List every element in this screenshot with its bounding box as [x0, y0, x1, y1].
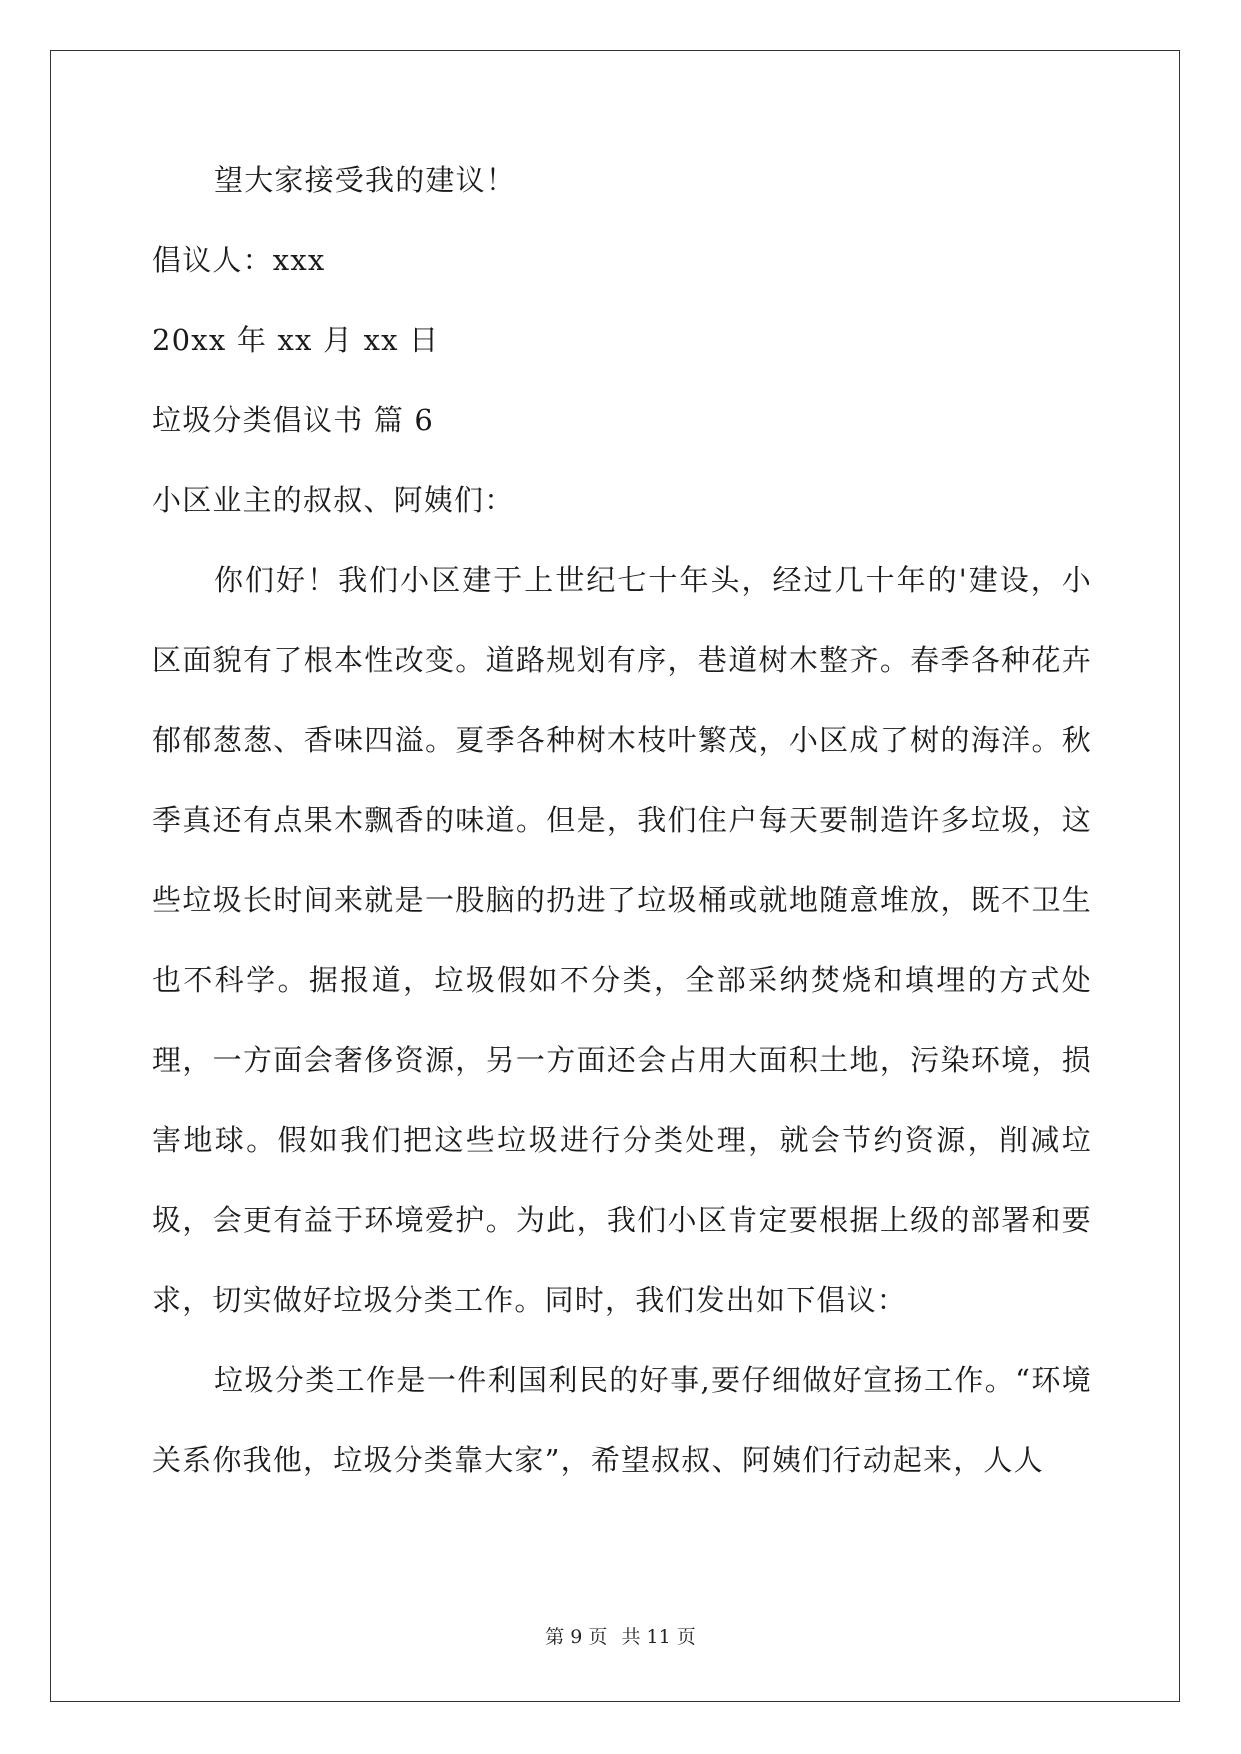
date-line: 20xx 年 xx 月 xx 日 [152, 323, 440, 357]
paragraph-2: 垃圾分类工作是一件利国利民的好事,要仔细做好宣扬工作。“环境关系你我他，垃圾分类靠大家”，希望叔叔、阿姨们行动起来，人人 [152, 1363, 1092, 1477]
section-title: 垃圾分类倡议书 篇 6 [152, 403, 435, 437]
page-footer [0, 1622, 1241, 1649]
closing-line: 望大家接受我的建议！ [214, 163, 517, 197]
signer-line: 倡议人：xxx [152, 243, 326, 277]
page-number: 第 9 页 [545, 1626, 608, 1648]
total-pages: 共 11 页 [621, 1626, 696, 1648]
salutation: 小区业主的叔叔、阿姨们： [152, 483, 515, 517]
paragraph-1: 你们好！我们小区建于上世纪七十年头，经过几十年的'建设，小区面貌有了根本性改变。道路规划有序，巷道树木整齐。春季各种花卉郁郁葱葱、香味四溢。夏季各种树木枝叶繁茂，小区成了树的海洋。秋季真还有点果木飘香的味道。但是，我们住户每天要制造许多垃圾，这些垃圾长时间来就是一股脑的扔进了垃圾桶或就地随意堆放，既不卫生也不科学。据报道，垃圾假如不分类，全部采纳焚烧和填埋的方式处理，一方面会奢侈资源，另一方面还会占用大面积土地，污染环境，损害地球。假如我们把这些垃圾进行分类处理，就会节约资源，削减垃圾，会更有益于环境爱护。为此，我们小区肯定要根据上级的部署和要求，切实做好垃圾分类工作。同时，我们发出如下倡议： [152, 563, 1092, 1317]
document-body [152, 160, 1092, 1500]
